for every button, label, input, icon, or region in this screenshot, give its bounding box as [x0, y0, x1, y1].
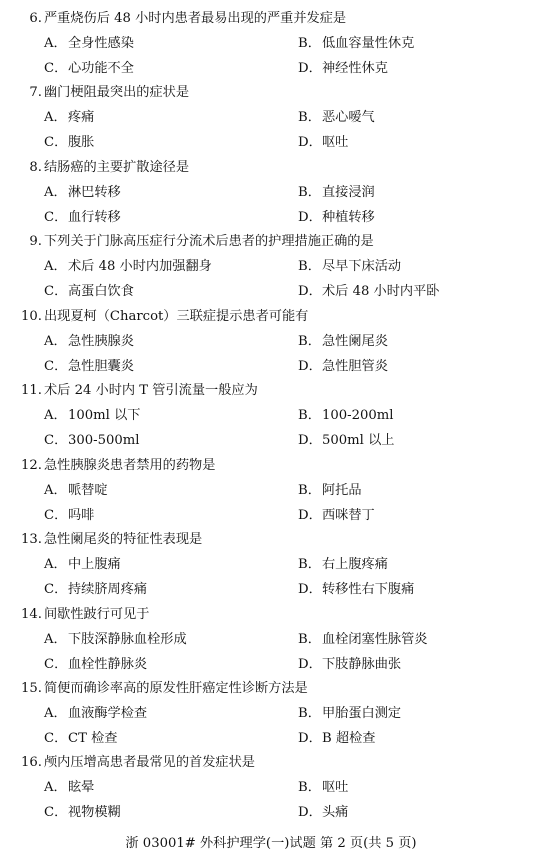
- question-stem: [18, 10, 346, 28]
- option-d: [298, 804, 348, 822]
- option-a: [44, 407, 140, 425]
- option-text: 全身性感染: [68, 36, 134, 51]
- option-text: 下肢深静脉血栓形成: [68, 632, 187, 647]
- option-letter: D．: [298, 805, 322, 820]
- option-letter: A．: [44, 483, 67, 498]
- question-number: 14.: [21, 607, 42, 622]
- question-stem: [18, 606, 150, 624]
- option-text: 持续脐周疼痛: [68, 582, 148, 597]
- option-c: [44, 134, 94, 152]
- option-c: [44, 283, 134, 301]
- option-d: [298, 60, 388, 78]
- option-a: [44, 631, 187, 649]
- question-text: 急性胰腺炎患者禁用的药物是: [44, 458, 216, 473]
- question-text: 出现夏柯（Charcot）三联症提示患者可能有: [44, 309, 309, 324]
- question-text: 严重烧伤后 48 小时内患者最易出现的严重并发症是: [44, 11, 347, 26]
- option-text: 疼痛: [68, 110, 95, 125]
- option-letter: C．: [44, 61, 68, 76]
- option-letter: D．: [298, 284, 322, 299]
- option-letter: C．: [44, 731, 68, 746]
- option-b: [298, 109, 375, 127]
- option-text: 呕吐: [322, 135, 349, 150]
- option-text: 500ml 以上: [322, 433, 395, 448]
- option-text: 右上腹疼痛: [322, 557, 388, 572]
- question-text: 幽门梗阻最突出的症状是: [44, 85, 190, 100]
- option-letter: D．: [298, 359, 322, 374]
- option-letter: B．: [298, 408, 321, 423]
- option-text: 腹胀: [68, 135, 95, 150]
- option-letter: D．: [298, 135, 322, 150]
- option-text: 视物模糊: [68, 805, 121, 820]
- option-d: [298, 656, 401, 674]
- option-text: 300-500ml: [68, 433, 140, 448]
- question-stem: [18, 531, 202, 549]
- option-text: 术后 48 小时内平卧: [322, 284, 440, 299]
- option-a: [44, 109, 94, 127]
- option-letter: D．: [298, 582, 322, 597]
- option-letter: D．: [298, 731, 322, 746]
- option-d: [298, 730, 375, 748]
- option-text: 头痛: [322, 805, 349, 820]
- question-text: 间歇性跛行可见于: [44, 607, 150, 622]
- question-number: 7.: [29, 85, 42, 100]
- question-number: 10.: [21, 309, 42, 324]
- question-stem: [18, 457, 215, 475]
- option-c: [44, 804, 121, 822]
- option-b: [298, 779, 348, 797]
- option-text: 血行转移: [68, 210, 121, 225]
- question-stem: [18, 308, 308, 326]
- option-letter: C．: [44, 657, 68, 672]
- option-d: [298, 507, 375, 525]
- question-number: 15.: [21, 681, 42, 696]
- option-text: 甲胎蛋白测定: [322, 706, 402, 721]
- option-letter: D．: [298, 61, 322, 76]
- option-a: [44, 482, 108, 500]
- option-text: 眩晕: [68, 780, 95, 795]
- option-text: 急性胆囊炎: [68, 359, 134, 374]
- option-b: [298, 556, 388, 574]
- option-b: [298, 35, 414, 53]
- option-a: [44, 184, 121, 202]
- page-footer: 浙 03001# 外科护理学(一)试题 第 2 页(共 5 页): [125, 836, 417, 851]
- option-text: 心功能不全: [68, 61, 134, 76]
- option-b: [298, 482, 362, 500]
- option-c: [44, 358, 134, 376]
- option-b: [298, 333, 388, 351]
- option-text: 100ml 以下: [68, 408, 141, 423]
- question-text: 急性阑尾炎的特征性表现是: [44, 532, 203, 547]
- option-text: 种植转移: [322, 210, 375, 225]
- option-b: [298, 184, 375, 202]
- option-letter: A．: [44, 110, 67, 125]
- option-b: [298, 407, 394, 425]
- option-text: 急性胆管炎: [322, 359, 388, 374]
- question-stem: [18, 159, 189, 177]
- question-stem: [18, 84, 189, 102]
- option-letter: B．: [298, 334, 321, 349]
- question-number: 12.: [21, 458, 42, 473]
- option-d: [298, 432, 394, 450]
- option-letter: C．: [44, 284, 68, 299]
- option-c: [44, 656, 147, 674]
- option-text: 术后 48 小时内加强翻身: [68, 259, 212, 274]
- option-letter: B．: [298, 110, 321, 125]
- question-number: 6.: [29, 11, 42, 26]
- option-letter: B．: [298, 780, 321, 795]
- question-stem: [18, 382, 258, 400]
- option-letter: A．: [44, 185, 67, 200]
- option-letter: B．: [298, 483, 321, 498]
- option-text: 中上腹痛: [68, 557, 121, 572]
- option-letter: A．: [44, 408, 67, 423]
- option-letter: A．: [44, 334, 67, 349]
- option-letter: B．: [298, 632, 321, 647]
- option-text: 恶心嗳气: [322, 110, 375, 125]
- option-text: 呕吐: [322, 780, 349, 795]
- question-number: 13.: [21, 532, 42, 547]
- question-text: 结肠癌的主要扩散途径是: [44, 160, 190, 175]
- option-text: 淋巴转移: [68, 185, 121, 200]
- question-text: 颅内压增高患者最常见的首发症状是: [44, 755, 255, 770]
- option-c: [44, 507, 94, 525]
- option-text: 转移性右下腹痛: [322, 582, 415, 597]
- option-letter: B．: [298, 185, 321, 200]
- option-letter: C．: [44, 433, 68, 448]
- option-text: 急性胰腺炎: [68, 334, 134, 349]
- option-letter: A．: [44, 632, 67, 647]
- option-text: 哌替啶: [68, 483, 108, 498]
- option-a: [44, 258, 212, 276]
- option-a: [44, 705, 147, 723]
- question-stem: [18, 754, 255, 772]
- option-letter: A．: [44, 780, 67, 795]
- question-number: 16.: [21, 755, 42, 770]
- option-d: [298, 358, 388, 376]
- option-d: [298, 283, 439, 301]
- option-b: [298, 705, 401, 723]
- option-letter: C．: [44, 805, 68, 820]
- option-text: 尽早下床活动: [322, 259, 402, 274]
- option-d: [298, 134, 348, 152]
- option-text: CT 检查: [68, 731, 118, 746]
- option-letter: A．: [44, 557, 67, 572]
- option-letter: A．: [44, 259, 67, 274]
- option-letter: C．: [44, 359, 68, 374]
- option-letter: B．: [298, 259, 321, 274]
- question-text: 下列关于门脉高压症行分流术后患者的护理措施正确的是: [44, 234, 374, 249]
- option-a: [44, 35, 134, 53]
- option-a: [44, 556, 121, 574]
- option-c: [44, 60, 134, 78]
- option-letter: D．: [298, 210, 322, 225]
- option-a: [44, 779, 94, 797]
- option-text: 血栓性静脉炎: [68, 657, 148, 672]
- option-letter: C．: [44, 135, 68, 150]
- option-letter: A．: [44, 706, 67, 721]
- question-number: 9.: [29, 234, 42, 249]
- option-text: 血栓闭塞性脉管炎: [322, 632, 428, 647]
- option-letter: D．: [298, 433, 322, 448]
- option-text: B 超检查: [322, 731, 376, 746]
- option-text: 阿托品: [322, 483, 362, 498]
- question-stem: [18, 680, 308, 698]
- option-b: [298, 631, 428, 649]
- option-letter: D．: [298, 657, 322, 672]
- question-stem: [18, 233, 374, 251]
- option-d: [298, 581, 414, 599]
- option-c: [44, 581, 147, 599]
- option-letter: B．: [298, 557, 321, 572]
- question-number: 8.: [29, 160, 42, 175]
- option-text: 直接浸润: [322, 185, 375, 200]
- question-number: 11.: [21, 383, 42, 398]
- option-b: [298, 258, 401, 276]
- option-letter: C．: [44, 210, 68, 225]
- option-letter: D．: [298, 508, 322, 523]
- option-a: [44, 333, 134, 351]
- question-text: 术后 24 小时内 T 管引流量一般应为: [44, 383, 258, 398]
- option-c: [44, 730, 117, 748]
- option-letter: B．: [298, 706, 321, 721]
- question-text: 简便而确诊率高的原发性肝癌定性诊断方法是: [44, 681, 308, 696]
- option-letter: A．: [44, 36, 67, 51]
- option-c: [44, 209, 121, 227]
- option-text: 高蛋白饮食: [68, 284, 134, 299]
- option-c: [44, 432, 140, 450]
- option-text: 急性阑尾炎: [322, 334, 388, 349]
- option-text: 吗啡: [68, 508, 95, 523]
- option-text: 低血容量性休克: [322, 36, 415, 51]
- option-text: 西咪替丁: [322, 508, 375, 523]
- option-text: 血液酶学检查: [68, 706, 148, 721]
- option-text: 100-200ml: [322, 408, 394, 423]
- option-text: 下肢静脉曲张: [322, 657, 402, 672]
- option-letter: B．: [298, 36, 321, 51]
- option-text: 神经性休克: [322, 61, 388, 76]
- option-letter: C．: [44, 508, 68, 523]
- option-d: [298, 209, 375, 227]
- option-letter: C．: [44, 582, 68, 597]
